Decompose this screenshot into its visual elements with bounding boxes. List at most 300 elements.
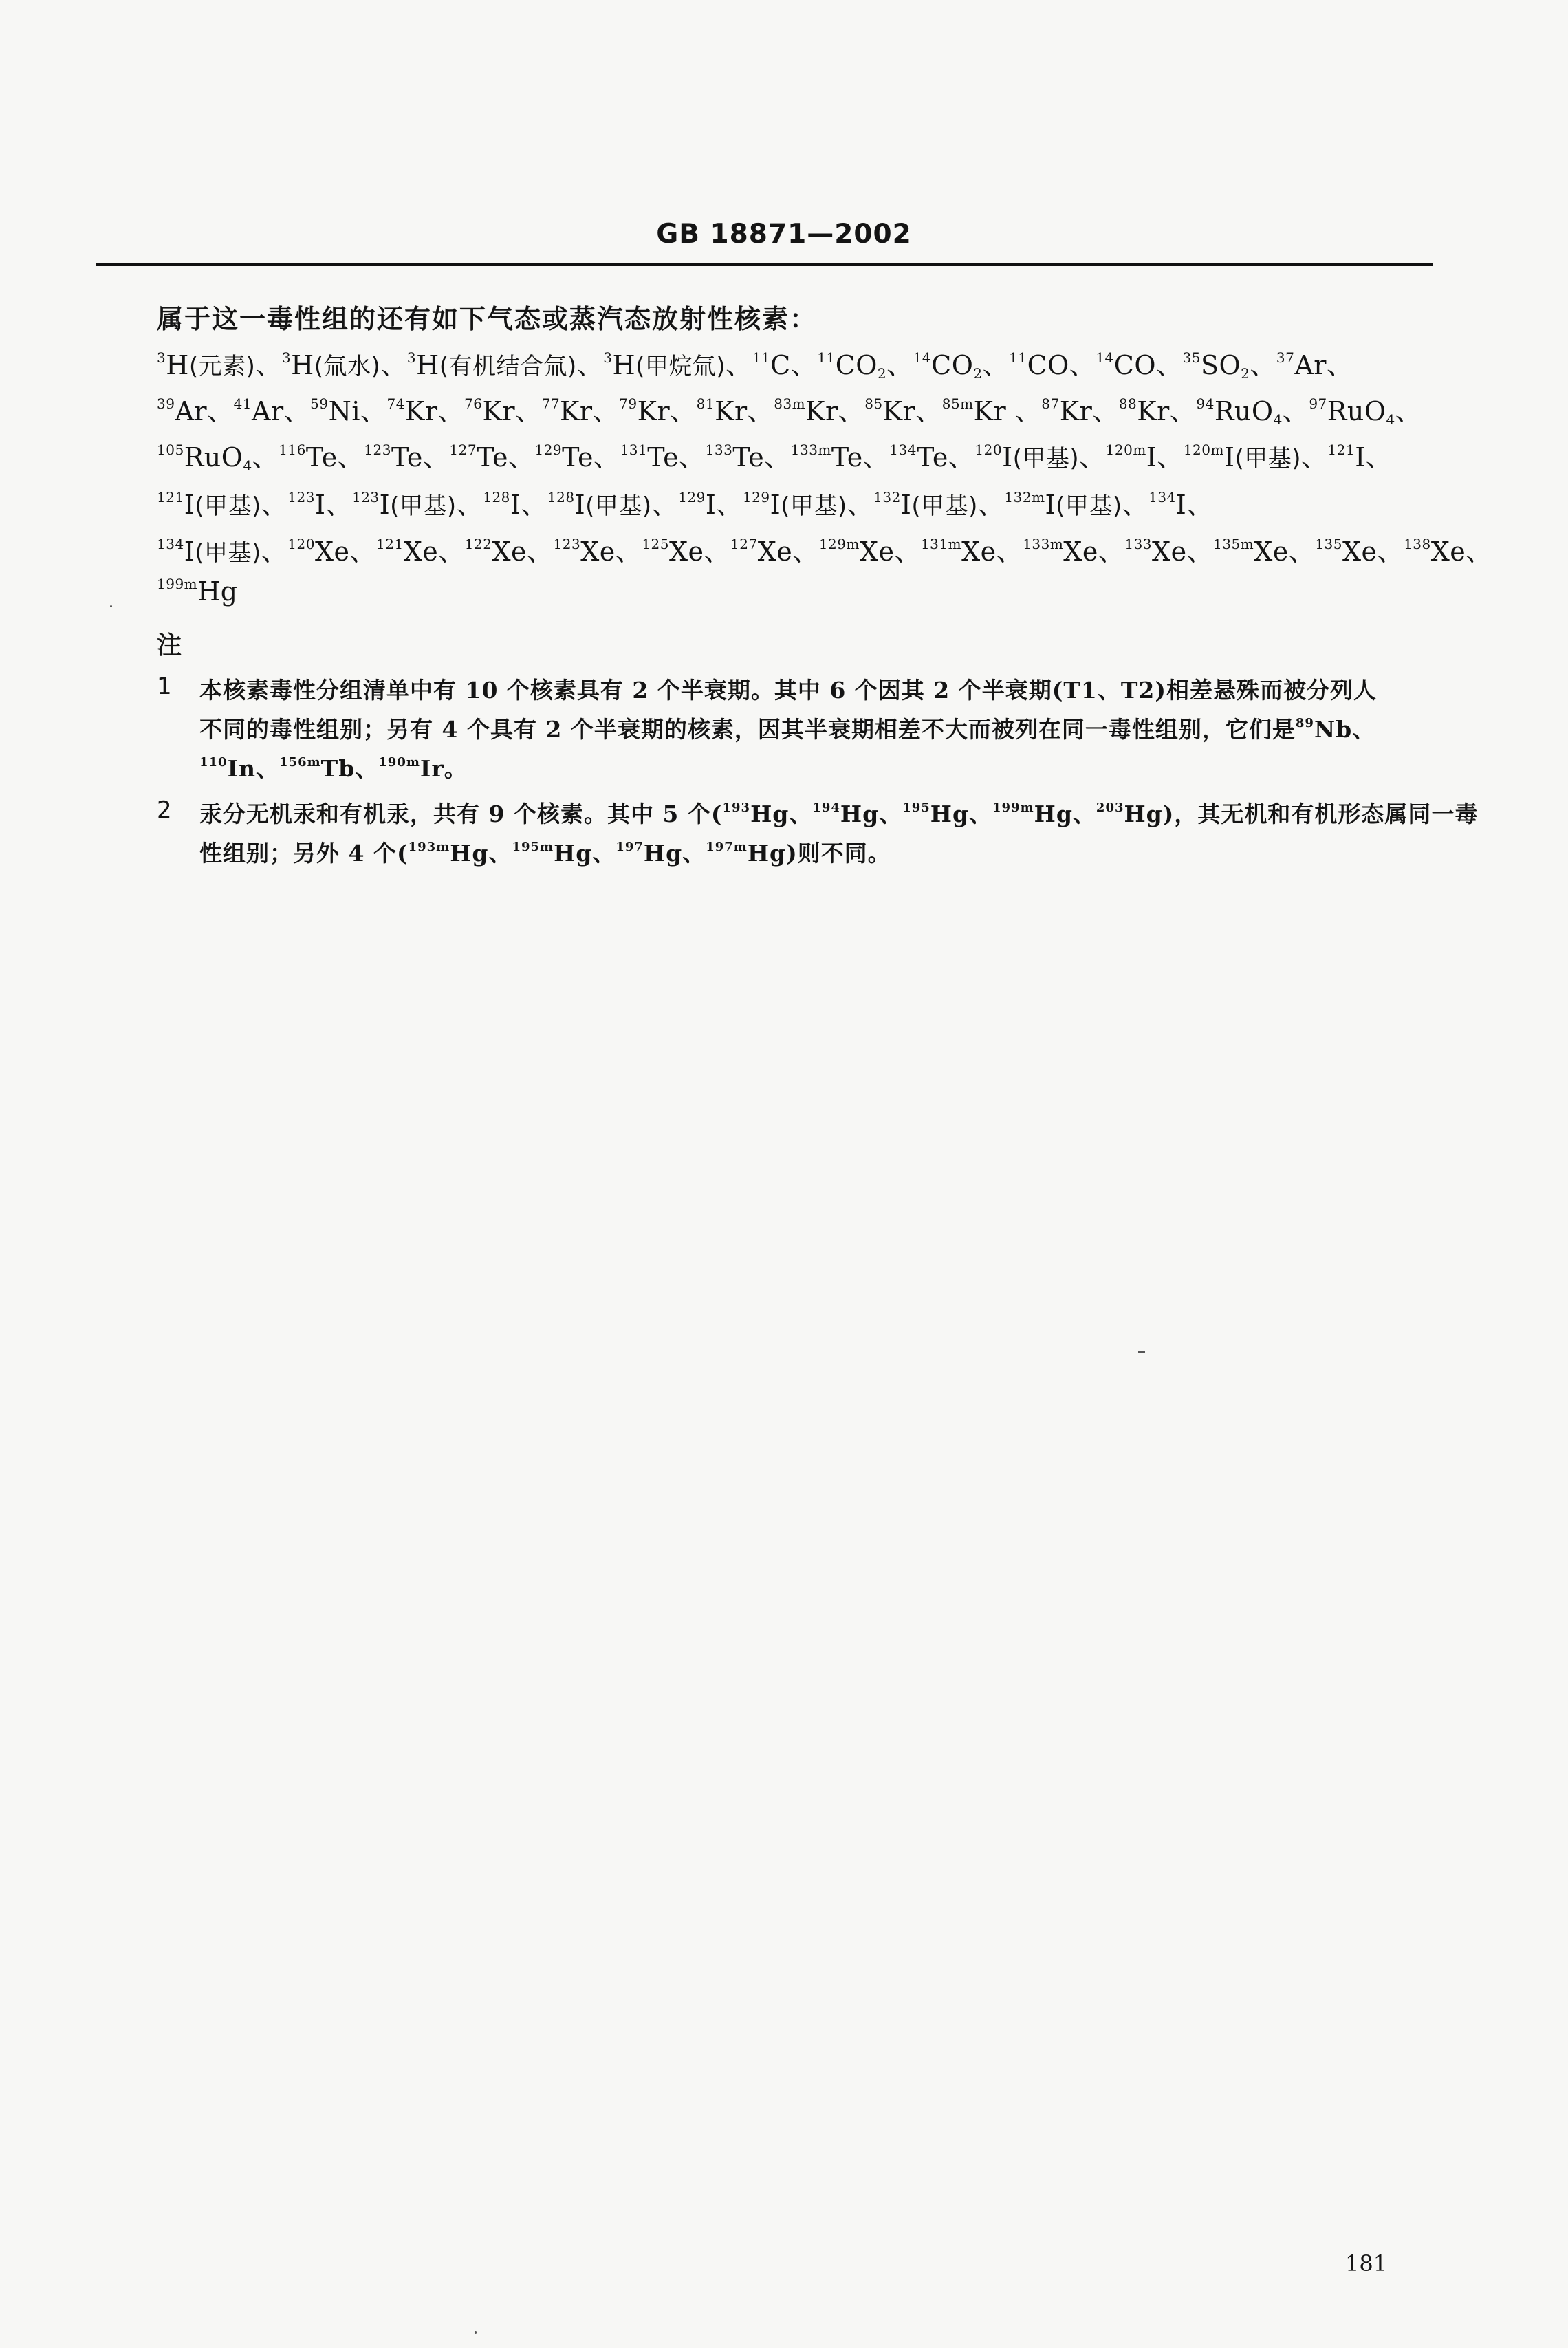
element-symbol: Xe (580, 536, 616, 567)
mass-number: 135m (1213, 536, 1254, 552)
mass-number: 199m (992, 801, 1034, 815)
mass-number: 14 (1096, 349, 1114, 366)
nuclide-entry (873, 490, 1004, 520)
mass-number: 138 (1404, 536, 1431, 552)
separator: 、 (283, 396, 311, 426)
nuclide-entry (620, 442, 706, 472)
document-header-title: GB 18871—2002 (656, 219, 912, 250)
element-symbol: Ar (252, 396, 284, 426)
note-text: Hg、 (643, 840, 706, 867)
note-text-line (199, 751, 468, 783)
element-symbol: I (379, 490, 391, 520)
element-symbol: Ar (175, 396, 208, 426)
separator: 、 (576, 350, 604, 380)
mass-number: 79 (619, 395, 638, 412)
element-symbol: I (184, 536, 195, 567)
mass-number: 3 (281, 349, 292, 366)
mass-number: 59 (310, 395, 329, 412)
mass-number: 123 (364, 442, 391, 458)
element-symbol: I (510, 490, 521, 520)
separator: 、 (360, 396, 387, 426)
element-symbol: Kr (1137, 396, 1170, 426)
nuclide-entry (1106, 442, 1184, 472)
note-text-line (199, 673, 1377, 705)
element-symbol: Te (831, 442, 863, 472)
element-symbol: Xe (668, 536, 704, 567)
mass-number: 110 (199, 755, 228, 770)
nuclide-entry (376, 536, 465, 567)
nuclide-entry (1328, 442, 1393, 472)
nuclide-line (157, 344, 1353, 382)
separator: 、 (915, 396, 942, 426)
element-symbol: RuO (1214, 396, 1274, 426)
element-symbol: CO (1113, 350, 1156, 380)
element-symbol: Te (477, 442, 508, 472)
nuclide-entry (1004, 490, 1148, 520)
element-symbol: Te (391, 442, 423, 472)
nuclide-entry (730, 536, 819, 567)
mass-number: 121 (1327, 442, 1355, 458)
mass-number: 81 (696, 395, 715, 412)
note-text: 性组别；另外 4 个( (199, 840, 409, 867)
note-text-line (199, 836, 891, 868)
separator: 、 (422, 442, 450, 472)
mass-number: 89 (1295, 716, 1314, 730)
nuclide-entry (547, 490, 678, 520)
mass-number: 116 (279, 442, 306, 458)
nuclide-entry (1196, 396, 1309, 426)
nuclide-entry (913, 350, 1009, 380)
note-text: 不同的毒性组别；另有 4 个具有 2 个半衰期的核素，因其半衰期相差不大而被列在同一毒性组别，它们是 (199, 716, 1296, 743)
element-symbol: Ni (328, 396, 361, 426)
separator: 、 (1466, 536, 1492, 567)
separator: 、 (862, 442, 890, 472)
mass-number: 3 (157, 349, 166, 366)
note-text: Hg、 (930, 801, 993, 827)
nuclide-entry (157, 350, 282, 380)
notes-label: 注 (157, 631, 182, 660)
nuclide-entry (1183, 350, 1276, 380)
element-symbol: H (416, 350, 439, 380)
note-text: Hg)，其无机和有机形态属同一毒 (1124, 801, 1479, 827)
mass-number: 88 (1118, 395, 1137, 412)
separator: 、 (521, 490, 547, 520)
nuclide-entry (697, 396, 774, 426)
element-symbol: Xe (757, 536, 793, 567)
nuclide-entry (791, 442, 890, 472)
nuclide-entry (157, 490, 287, 520)
element-symbol: C (770, 350, 791, 380)
mass-number: 125 (642, 536, 669, 552)
page-number: 181 (1345, 2250, 1388, 2276)
chemical-form: (有机结合氚) (439, 353, 577, 380)
element-symbol: Te (647, 442, 679, 472)
mass-number: 129 (742, 489, 770, 506)
mass-number: 97 (1309, 395, 1327, 412)
nuclide-entry (157, 396, 234, 426)
element-symbol: H (291, 350, 314, 380)
mass-number: 121 (376, 536, 404, 552)
nuclide-entry (387, 396, 465, 426)
nuclide-entry (889, 442, 974, 472)
note-text: Hg、 (450, 840, 512, 867)
element-symbol: Xe (1152, 536, 1187, 567)
mass-number: 11 (752, 349, 771, 366)
mass-number: 133m (790, 442, 831, 458)
separator: 、 (1288, 536, 1316, 567)
mass-number: 35 (1182, 349, 1201, 366)
separator: 、 (252, 442, 279, 472)
mass-number: 135 (1315, 536, 1342, 552)
nuclide-entry (752, 350, 818, 380)
nuclide-line (157, 436, 1392, 474)
mass-number: 37 (1276, 349, 1295, 366)
mass-number: 131m (920, 536, 962, 552)
element-symbol: Te (305, 442, 338, 472)
separator: 、 (1395, 396, 1422, 426)
note-text: 汞分无机汞和有机汞，共有 9 个核素。其中 5 个( (199, 801, 723, 827)
nuclide-entry (287, 536, 376, 567)
nuclide-entry (1119, 396, 1197, 426)
mass-number: 193m (408, 840, 450, 854)
separator: 、 (764, 442, 791, 472)
mass-number: 122 (464, 536, 492, 552)
nuclide-line (157, 576, 238, 607)
mass-number: 132 (873, 489, 901, 506)
element-symbol: Xe (314, 536, 350, 567)
mass-number: 120 (287, 536, 315, 552)
separator: 、 (1169, 396, 1197, 426)
nuclide-entry (157, 576, 238, 607)
mass-number: 133 (1124, 536, 1153, 552)
note-text: In、 (227, 755, 280, 782)
nuclide-entry (234, 396, 311, 426)
mass-number: 199m (157, 576, 198, 592)
element-symbol: Kr (404, 396, 438, 426)
separator: 、 (456, 490, 483, 520)
chemical-form: (甲基) (390, 492, 457, 520)
nuclide-line (157, 530, 1492, 568)
separator: 、 (792, 536, 819, 567)
note-number: 2 (157, 796, 172, 824)
separator: 、 (1122, 490, 1149, 520)
element-symbol: Kr (560, 396, 593, 426)
note-text-line (199, 712, 1375, 744)
separator: 、 (437, 396, 465, 426)
separator: 、 (1157, 442, 1184, 472)
chemical-form: (甲烷氚) (635, 353, 726, 380)
separator: 、 (679, 442, 706, 472)
nuclide-entry (706, 442, 791, 472)
separator: 、 (838, 396, 865, 426)
element-symbol: Kr (482, 396, 516, 426)
nuclide-entry (310, 396, 386, 426)
separator: 、 (615, 536, 642, 567)
element-symbol: I (1002, 442, 1013, 472)
mass-number: 83m (774, 395, 806, 412)
separator: 、 (1092, 396, 1119, 426)
chemical-form: (甲基) (1012, 445, 1080, 472)
element-symbol: Xe (403, 536, 439, 567)
separator: 、 (894, 536, 921, 567)
separator: 、 (515, 396, 542, 426)
chemical-form: (元素) (188, 353, 256, 380)
nuclide-entry (642, 536, 730, 567)
mass-number: 77 (541, 395, 560, 412)
nuclide-entry (1315, 536, 1404, 567)
intro-sentence: 属于这一毒性组的还有如下气态或蒸汽态放射性核素： (157, 303, 818, 334)
element-symbol: RuO (1327, 396, 1386, 426)
mass-number: 123 (553, 536, 581, 552)
element-symbol: I (1175, 490, 1187, 520)
mass-number: 120 (974, 442, 1003, 458)
note-text: Hg)则不同。 (747, 840, 891, 867)
separator: 、 (380, 350, 407, 380)
mass-number: 203 (1096, 801, 1124, 815)
note-text: 本核素毒性分组清单中有 10 个核素具有 2 个半衰期。其中 6 个因其 2 个半衰期(T1、T2)相差悬殊而被分列人 (199, 677, 1377, 704)
mass-number: 123 (351, 489, 380, 506)
mass-number: 127 (730, 536, 758, 552)
separator: 、 (438, 536, 465, 567)
subscript: 2 (973, 365, 983, 382)
scan-speck (1138, 1351, 1145, 1353)
element-symbol: I (314, 490, 326, 520)
note-text-line (199, 796, 1478, 829)
separator: 、 (1250, 350, 1276, 380)
nuclide-entry (352, 490, 483, 520)
element-symbol: Kr (715, 396, 748, 426)
subscript: 2 (1241, 365, 1250, 382)
nuclide-entry (464, 396, 542, 426)
nuclide-entry (534, 442, 620, 472)
mass-number: 131 (620, 442, 648, 458)
element-symbol: I (1355, 442, 1366, 472)
separator: 、 (996, 536, 1023, 567)
nuclide-entry (282, 350, 407, 380)
mass-number: 39 (157, 395, 175, 412)
mass-number: 3 (603, 349, 613, 366)
mass-number: 134 (889, 442, 917, 458)
mass-number: 120m (1183, 442, 1224, 458)
separator: 、 (1326, 350, 1353, 380)
separator: 、 (1098, 536, 1125, 567)
element-symbol: Xe (1342, 536, 1378, 567)
separator: 、 (886, 350, 913, 380)
subscript: 4 (1386, 411, 1395, 428)
separator: 、 (651, 490, 679, 520)
separator: 、 (977, 490, 1005, 520)
separator: 、 (325, 490, 352, 520)
scan-speck (110, 605, 112, 607)
element-symbol: Kr (637, 396, 671, 426)
separator: 、 (255, 350, 282, 380)
element-symbol: Te (732, 442, 765, 472)
nuclide-entry (157, 536, 287, 567)
nuclide-entry (1041, 396, 1119, 426)
mass-number: 129 (678, 489, 706, 506)
element-symbol: RuO (184, 442, 243, 472)
mass-number: 128 (547, 489, 575, 506)
nuclide-entry (678, 490, 743, 520)
separator: 、 (1079, 442, 1106, 472)
separator: 、 (1156, 350, 1183, 380)
nuclide-entry (483, 490, 547, 520)
element-symbol: Te (562, 442, 594, 472)
nuclide-entry (1276, 350, 1353, 380)
element-symbol: CO (835, 350, 878, 380)
nuclide-entry (287, 490, 352, 520)
separator: 、 (261, 490, 288, 520)
separator: 、 (948, 442, 975, 472)
element-symbol: I (1146, 442, 1157, 472)
separator: 、 (982, 350, 1010, 380)
chemical-form: (氚水) (314, 353, 381, 380)
nuclide-entry (554, 536, 642, 567)
mass-number: 85m (941, 395, 974, 412)
separator: 、 (526, 536, 554, 567)
chemical-form: (甲基) (911, 492, 978, 520)
element-symbol: Kr (973, 396, 1007, 426)
element-symbol: Kr (882, 396, 916, 426)
header-rule (96, 263, 1433, 266)
nuclide-entry (817, 350, 913, 380)
mass-number: 128 (483, 489, 510, 506)
mass-number: 190m (378, 755, 420, 770)
chemical-form: (甲基) (585, 492, 652, 520)
mass-number: 193 (722, 801, 751, 815)
chemical-form: (甲基) (781, 492, 847, 520)
mass-number: 197m (706, 840, 748, 854)
mass-number: 133m (1023, 536, 1064, 552)
element-symbol: I (1045, 490, 1056, 520)
mass-number: 195 (902, 801, 930, 815)
mass-number: 74 (386, 395, 405, 412)
nuclide-entry (1096, 350, 1182, 380)
element-symbol: Kr (805, 396, 838, 426)
nuclide-entry (921, 536, 1023, 567)
note-text: Hg、 (1034, 801, 1096, 827)
element-symbol: I (705, 490, 717, 520)
mass-number: 194 (812, 801, 840, 815)
separator: 、 (716, 490, 743, 520)
mass-number: 11 (1009, 349, 1027, 366)
element-symbol: H (612, 350, 636, 380)
chemical-form: (甲基) (195, 492, 261, 520)
subscript: 4 (1273, 411, 1283, 428)
separator: 、 (1186, 490, 1213, 520)
element-symbol: Xe (859, 536, 895, 567)
nuclide-entry (743, 490, 873, 520)
mass-number: 14 (913, 349, 932, 366)
mass-number: 76 (464, 395, 483, 412)
separator: 、 (704, 536, 730, 567)
nuclide-entry (449, 442, 534, 472)
nuclide-entry (1213, 536, 1315, 567)
separator: 、 (207, 396, 234, 426)
nuclide-entry (774, 396, 864, 426)
chemical-form: (甲基) (1234, 445, 1301, 472)
chemical-form: (甲基) (195, 539, 261, 567)
note-number: 1 (157, 673, 172, 700)
element-symbol: Hg (197, 576, 238, 607)
separator: 、 (1186, 536, 1214, 567)
separator: 、 (790, 350, 818, 380)
subscript: 2 (877, 365, 887, 382)
mass-number: 127 (449, 442, 477, 458)
note-text: Tb、 (320, 755, 379, 782)
nuclide-entry (1148, 490, 1213, 520)
element-symbol: I (770, 490, 781, 520)
mass-number: 134 (1148, 489, 1176, 506)
nuclide-entry (364, 442, 449, 472)
mass-number: 105 (157, 442, 184, 458)
nuclide-entry (1009, 350, 1096, 380)
element-symbol: Xe (1063, 536, 1098, 567)
mass-number: 129 (534, 442, 563, 458)
nuclide-entry (157, 442, 279, 472)
nuclide-entry (603, 350, 752, 380)
element-symbol: H (166, 350, 189, 380)
element-symbol: SO (1200, 350, 1241, 380)
nuclide-entry (974, 442, 1105, 472)
note-text: Hg、 (750, 801, 813, 827)
note-text: Hg、 (840, 801, 903, 827)
nuclide-entry (1184, 442, 1328, 472)
mass-number: 120m (1105, 442, 1146, 458)
nuclide-entry (542, 396, 620, 426)
nuclide-entry (1404, 536, 1492, 567)
element-symbol: I (1223, 442, 1235, 472)
mass-number: 11 (817, 349, 836, 366)
nuclide-line (157, 390, 1422, 428)
separator: 、 (1365, 442, 1393, 472)
element-symbol: I (574, 490, 586, 520)
nuclide-entry (1124, 536, 1213, 567)
nuclide-entry (619, 396, 697, 426)
separator: 、 (349, 536, 376, 567)
element-symbol: CO (1027, 350, 1069, 380)
element-symbol: Xe (1254, 536, 1289, 567)
nuclide-entry (1023, 536, 1124, 567)
mass-number: 197 (616, 840, 644, 854)
separator: 、 (1377, 536, 1404, 567)
subscript: 4 (243, 457, 252, 474)
element-symbol: Xe (1430, 536, 1466, 567)
separator: 、 (670, 396, 697, 426)
element-symbol: Xe (492, 536, 527, 567)
separator: 、 (592, 396, 620, 426)
mass-number: 132m (1004, 489, 1045, 506)
element-symbol: Ar (1294, 350, 1327, 380)
mass-number: 41 (233, 395, 252, 412)
nuclide-entry (407, 350, 603, 380)
nuclide-entry (279, 442, 364, 472)
element-symbol: I (900, 490, 912, 520)
chemical-form: (甲基) (1056, 492, 1122, 520)
nuclide-entry (864, 396, 942, 426)
mass-number: 123 (287, 489, 315, 506)
separator: 、 (1069, 350, 1096, 380)
mass-number: 195m (512, 840, 554, 854)
mass-number: 134 (157, 536, 184, 552)
separator: 、 (261, 536, 288, 567)
nuclide-line (157, 483, 1213, 521)
separator: 、 (1282, 396, 1309, 426)
note-text: Nb、 (1314, 716, 1376, 743)
element-symbol: Xe (961, 536, 997, 567)
mass-number: 85 (864, 395, 883, 412)
element-symbol: I (184, 490, 195, 520)
